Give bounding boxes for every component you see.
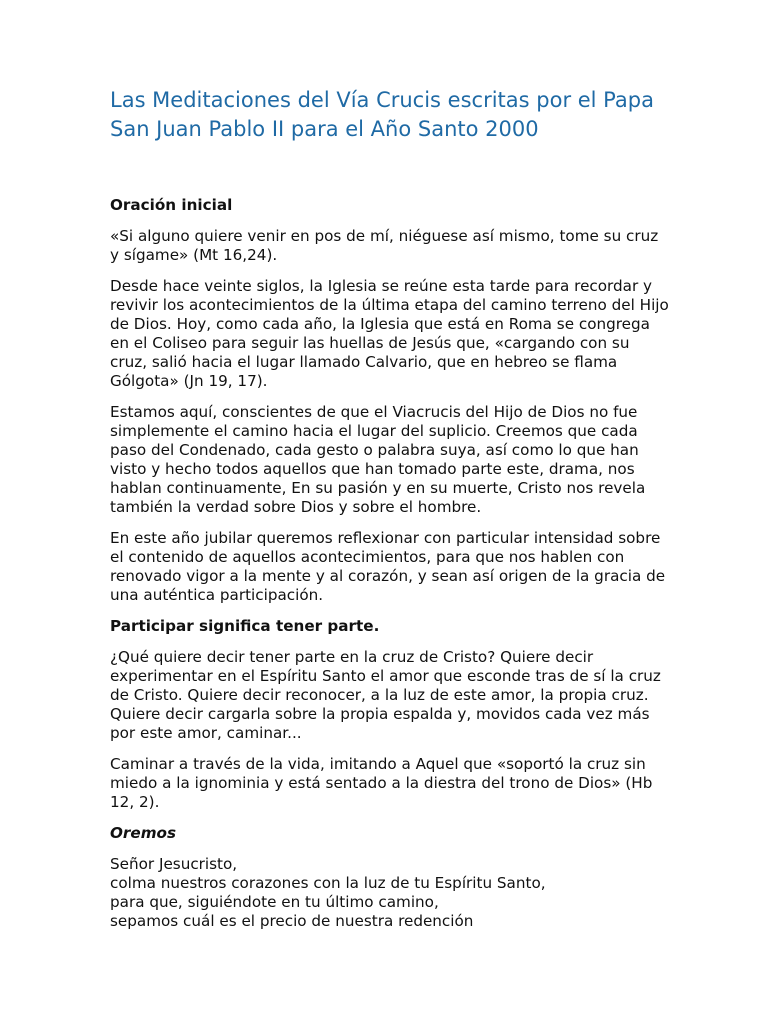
document-page [110,86,670,931]
prayer-line: colma nuestros corazones con la luz de tu Espíritu Santo, [110,874,546,892]
paragraph-estamos-aqui: Estamos aquí, conscientes de que el Viacrucis del Hijo de Dios no fue simplemente el camino hacia el lugar del suplicio. Creemos que cada paso del Condenado, cada gesto o palabra suya, así como lo que han visto y hecho todos aquellos que han tomado parte este, drama, nos hablan continuamente, En su pasión y en su muerte, Cristo nos revela también la verdad sobre Dios y sobre el hombre. [110,403,646,516]
heading-oremos: Oremos [110,824,177,842]
prayer-line: para que, siguiéndote en tu último camino, [110,893,439,911]
paragraph-desde-hace: Desde hace veinte siglos, la Iglesia se reúne esta tarde para recordar y revivir los acontecimientos de la última etapa del camino terreno del Hijo de Dios. Hoy, como cada año, la Iglesia que está en Roma se congrega en el Coliseo para seguir las huellas de Jesús que, «cargando con su cruz, salió hacia el lugar llamado Calvario, que en hebreo se flama Gólgota» (Jn 19, 17). [110,277,669,390]
prayer-line: Señor Jesucristo, [110,855,238,873]
paragraph-caminar: Caminar a través de la vida, imitando a Aquel que «soportó la cruz sin miedo a la ignominia y está sentado a la diestra del trono de Dios» (Hb 12, 2). [110,755,653,811]
paragraph-que-quiere-decir: ¿Qué quiere decir tener parte en la cruz de Cristo? Quiere decir experimentar en el Espíritu Santo el amor que esconde tras de sí la cruz de Cristo. Quiere decir reconocer, a la luz de este amor, la propia cruz. Quiere decir cargarla sobre la propia espalda y, movidos cada vez más por este amor, caminar... [110,648,661,742]
paragraph-quote-mt: «Si alguno quiere venir en pos de mí, niéguese así mismo, tome su cruz y sígame» (Mt 16,24). [110,227,659,264]
prayer-block [110,855,670,931]
heading-participar: Participar significa tener parte. [110,617,380,635]
paragraph-ano-jubilar: En este año jubilar queremos reflexionar con particular intensidad sobre el contenido de aquellos acontecimientos, para que nos hablen con renovado vigor a la mente y al corazón, y sean así origen de la gracia de una auténtica participación. [110,529,666,604]
heading-oracion-inicial: Oración inicial [110,196,233,214]
prayer-line: sepamos cuál es el precio de nuestra redención [110,912,474,930]
document-title: Las Meditaciones del Vía Crucis escritas por el Papa San Juan Pablo II para el Año Santo 2000 [110,88,654,141]
